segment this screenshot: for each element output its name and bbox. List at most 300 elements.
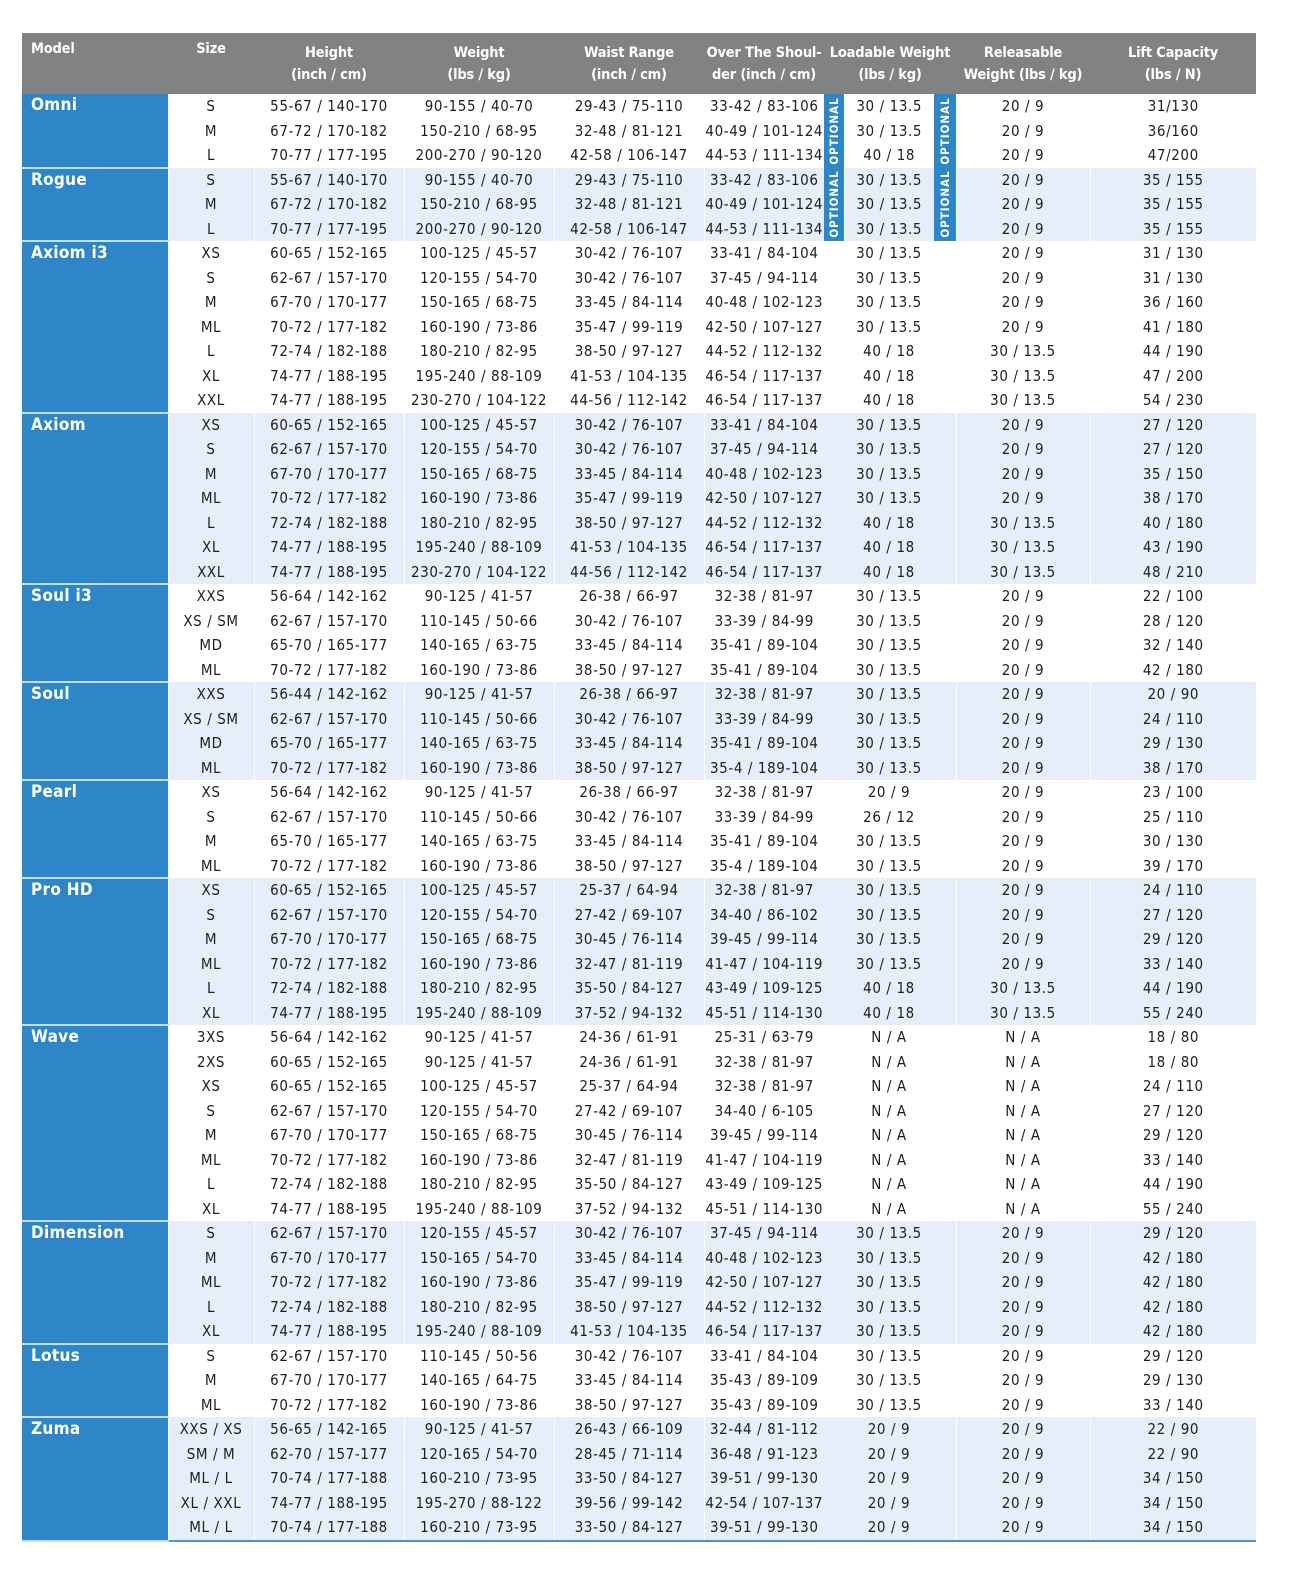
cell-size: M: [168, 1368, 254, 1393]
cell-releasable-weight: 20 / 9: [956, 1417, 1090, 1442]
spacer-cell: [824, 780, 844, 805]
spacer-cell: [934, 1295, 956, 1320]
cell-loadable-weight: 30 / 13.5: [844, 609, 934, 634]
cell-releasable-weight: 20 / 9: [956, 315, 1090, 340]
spacer-cell: [934, 1466, 956, 1491]
cell-height: 74-77 / 188-195: [254, 1491, 404, 1516]
cell-size: M: [168, 462, 254, 487]
spacer-cell: [934, 241, 956, 266]
cell-over-the-shoulder: 46-54 / 117-137: [704, 535, 824, 560]
cell-lift-capacity: 27 / 120: [1090, 413, 1256, 438]
cell-over-the-shoulder: 43-49 / 109-125: [704, 1172, 824, 1197]
cell-releasable-weight: 20 / 9: [956, 903, 1090, 928]
header-model: [22, 33, 168, 94]
table-row: [22, 1123, 1256, 1148]
cell-size: L: [168, 217, 254, 242]
cell-releasable-weight: N / A: [956, 1172, 1090, 1197]
spacer-cell: [934, 927, 956, 952]
model-name: Omni: [22, 94, 168, 168]
cell-lift-capacity: 30 / 130: [1090, 829, 1256, 854]
cell-loadable-weight: 30 / 13.5: [844, 952, 934, 977]
spacer-cell: [824, 658, 844, 683]
header-height-line1: Height: [305, 44, 353, 61]
cell-height: 62-67 / 157-170: [254, 903, 404, 928]
cell-waist: 32-48 / 81-121: [554, 119, 704, 144]
cell-height: 62-67 / 157-170: [254, 805, 404, 830]
cell-size: XL: [168, 535, 254, 560]
cell-height: 55-67 / 140-170: [254, 94, 404, 119]
header-height: [254, 33, 404, 94]
cell-weight: 160-190 / 73-86: [404, 1393, 554, 1418]
table-row: [22, 217, 1256, 242]
cell-over-the-shoulder: 41-47 / 104-119: [704, 1148, 824, 1173]
cell-waist: 25-37 / 64-94: [554, 878, 704, 903]
cell-over-the-shoulder: 32-38 / 81-97: [704, 584, 824, 609]
spacer-cell: [934, 1148, 956, 1173]
cell-over-the-shoulder: 46-54 / 117-137: [704, 364, 824, 389]
optional-badge: [824, 168, 844, 242]
cell-loadable-weight: N / A: [844, 1148, 934, 1173]
cell-loadable-weight: 20 / 9: [844, 1491, 934, 1516]
model-group: [22, 1221, 1256, 1344]
spacer-cell: [934, 290, 956, 315]
cell-waist: 39-56 / 99-142: [554, 1491, 704, 1516]
spacer-cell: [824, 1123, 844, 1148]
cell-weight: 100-125 / 45-57: [404, 878, 554, 903]
table-row: [22, 1515, 1256, 1541]
cell-size: M: [168, 290, 254, 315]
cell-over-the-shoulder: 37-45 / 94-114: [704, 1221, 824, 1246]
cell-lift-capacity: 44 / 190: [1090, 339, 1256, 364]
spacer-cell: [824, 486, 844, 511]
cell-releasable-weight: 20 / 9: [956, 780, 1090, 805]
cell-lift-capacity: 22 / 90: [1090, 1442, 1256, 1467]
cell-waist: 42-58 / 106-147: [554, 143, 704, 168]
table-row: [22, 927, 1256, 952]
spacer-cell: [824, 1295, 844, 1320]
cell-weight: 160-190 / 73-86: [404, 1148, 554, 1173]
optional-label: OPTIONAL: [826, 97, 841, 165]
spacer-cell: [824, 927, 844, 952]
spacer-cell: [934, 1001, 956, 1026]
model-name: Axiom: [22, 413, 168, 585]
cell-size: XXS: [168, 682, 254, 707]
spacer-cell: [934, 731, 956, 756]
cell-releasable-weight: 20 / 9: [956, 290, 1090, 315]
cell-lift-capacity: 27 / 120: [1090, 1099, 1256, 1124]
spacer-cell: [824, 1417, 844, 1442]
cell-size: XXL: [168, 560, 254, 585]
cell-height: 62-67 / 157-170: [254, 1344, 404, 1369]
table-row: [22, 339, 1256, 364]
spacer-cell: [824, 976, 844, 1001]
cell-waist: 37-52 / 94-132: [554, 1001, 704, 1026]
cell-over-the-shoulder: 35-41 / 89-104: [704, 731, 824, 756]
cell-loadable-weight: N / A: [844, 1025, 934, 1050]
cell-lift-capacity: 29 / 120: [1090, 1344, 1256, 1369]
spacer-cell: [934, 535, 956, 560]
cell-over-the-shoulder: 43-49 / 109-125: [704, 976, 824, 1001]
spacer-cell: [824, 1172, 844, 1197]
cell-loadable-weight: 30 / 13.5: [844, 462, 934, 487]
spacer-cell: [934, 413, 956, 438]
cell-over-the-shoulder: 35-43 / 89-109: [704, 1393, 824, 1418]
cell-weight: 150-165 / 68-75: [404, 462, 554, 487]
model-name: Soul: [22, 682, 168, 780]
model-name: Rogue: [22, 168, 168, 242]
cell-lift-capacity: 42 / 180: [1090, 658, 1256, 683]
spacer-cell: [934, 266, 956, 291]
cell-weight: 180-210 / 82-95: [404, 1295, 554, 1320]
cell-loadable-weight: 30 / 13.5: [844, 168, 934, 193]
cell-waist: 29-43 / 75-110: [554, 168, 704, 193]
cell-over-the-shoulder: 44-53 / 111-134: [704, 143, 824, 168]
cell-loadable-weight: 30 / 13.5: [844, 315, 934, 340]
model-group: [22, 584, 1256, 682]
cell-over-the-shoulder: 39-45 / 99-114: [704, 1123, 824, 1148]
model-group: [22, 780, 1256, 878]
cell-waist: 33-50 / 84-127: [554, 1466, 704, 1491]
table-row: [22, 535, 1256, 560]
cell-waist: 32-47 / 81-119: [554, 952, 704, 977]
optional-badge: [934, 168, 956, 242]
cell-size: XS: [168, 413, 254, 438]
cell-waist: 32-47 / 81-119: [554, 1148, 704, 1173]
cell-waist: 44-56 / 112-142: [554, 388, 704, 413]
model-name: Dimension: [22, 1221, 168, 1344]
table-row: [22, 1295, 1256, 1320]
spacer-cell: [934, 1368, 956, 1393]
cell-loadable-weight: N / A: [844, 1099, 934, 1124]
model-group: [22, 241, 1256, 413]
cell-weight: 120-155 / 54-70: [404, 1099, 554, 1124]
spacer-cell: [934, 1025, 956, 1050]
cell-loadable-weight: 40 / 18: [844, 388, 934, 413]
cell-size: ML: [168, 756, 254, 781]
cell-weight: 160-210 / 73-95: [404, 1515, 554, 1541]
cell-weight: 90-125 / 41-57: [404, 1050, 554, 1075]
cell-releasable-weight: 20 / 9: [956, 1295, 1090, 1320]
spacer-cell: [824, 682, 844, 707]
cell-weight: 195-240 / 88-109: [404, 535, 554, 560]
table-row: [22, 388, 1256, 413]
cell-size: 2XS: [168, 1050, 254, 1075]
header-ots-line2: der (inch / cm): [711, 66, 817, 83]
table-row: [22, 1246, 1256, 1271]
cell-waist: 30-42 / 76-107: [554, 609, 704, 634]
cell-releasable-weight: N / A: [956, 1197, 1090, 1222]
cell-size: L: [168, 1295, 254, 1320]
cell-lift-capacity: 44 / 190: [1090, 1172, 1256, 1197]
header-releasable-line2: Weight (lbs / kg): [963, 66, 1083, 83]
cell-weight: 90-155 / 40-70: [404, 168, 554, 193]
cell-weight: 140-165 / 64-75: [404, 1368, 554, 1393]
cell-size: M: [168, 1123, 254, 1148]
header-over-the-shoulder: [704, 33, 824, 94]
cell-lift-capacity: 36/160: [1090, 119, 1256, 144]
cell-loadable-weight: 30 / 13.5: [844, 682, 934, 707]
spacer-cell: [824, 1074, 844, 1099]
cell-weight: 150-165 / 68-75: [404, 290, 554, 315]
header-weight-line2: (lbs / kg): [447, 66, 511, 83]
cell-releasable-weight: N / A: [956, 1148, 1090, 1173]
header-releasable-line1: Releasable: [983, 44, 1063, 61]
spacer-cell: [934, 1442, 956, 1467]
cell-height: 62-67 / 157-170: [254, 609, 404, 634]
cell-height: 67-70 / 170-177: [254, 290, 404, 315]
cell-waist: 33-45 / 84-114: [554, 731, 704, 756]
cell-height: 72-74 / 182-188: [254, 1172, 404, 1197]
cell-size: XS: [168, 1074, 254, 1099]
cell-waist: 33-45 / 84-114: [554, 1368, 704, 1393]
cell-waist: 35-50 / 84-127: [554, 976, 704, 1001]
cell-releasable-weight: 20 / 9: [956, 1393, 1090, 1418]
cell-lift-capacity: 18 / 80: [1090, 1025, 1256, 1050]
table-row: [22, 315, 1256, 340]
spacer-cell: [934, 707, 956, 732]
cell-weight: 90-155 / 40-70: [404, 94, 554, 119]
spacer-cell: [824, 1442, 844, 1467]
cell-loadable-weight: N / A: [844, 1197, 934, 1222]
table-row: [22, 903, 1256, 928]
cell-waist: 38-50 / 97-127: [554, 1393, 704, 1418]
cell-waist: 30-42 / 76-107: [554, 1344, 704, 1369]
cell-size: ML: [168, 486, 254, 511]
cell-waist: 30-45 / 76-114: [554, 927, 704, 952]
cell-weight: 100-125 / 45-57: [404, 1074, 554, 1099]
cell-size: L: [168, 511, 254, 536]
cell-size: L: [168, 339, 254, 364]
cell-height: 67-70 / 170-177: [254, 462, 404, 487]
spacer-cell: [824, 584, 844, 609]
cell-height: 67-70 / 170-177: [254, 1246, 404, 1271]
cell-height: 67-70 / 170-177: [254, 1123, 404, 1148]
cell-size: MD: [168, 633, 254, 658]
cell-height: 70-74 / 177-188: [254, 1466, 404, 1491]
cell-size: XS: [168, 878, 254, 903]
cell-waist: 26-38 / 66-97: [554, 584, 704, 609]
cell-releasable-weight: 30 / 13.5: [956, 388, 1090, 413]
cell-size: L: [168, 143, 254, 168]
cell-releasable-weight: 20 / 9: [956, 1246, 1090, 1271]
table-row: [22, 1491, 1256, 1516]
cell-loadable-weight: 40 / 18: [844, 535, 934, 560]
spacer-cell: [934, 903, 956, 928]
cell-size: ML: [168, 1148, 254, 1173]
spacer-cell: [824, 1491, 844, 1516]
cell-loadable-weight: 20 / 9: [844, 1515, 934, 1541]
cell-size: ML: [168, 854, 254, 879]
cell-over-the-shoulder: 35-41 / 89-104: [704, 633, 824, 658]
cell-lift-capacity: 18 / 80: [1090, 1050, 1256, 1075]
spacer-cell: [934, 339, 956, 364]
table-row: [22, 1172, 1256, 1197]
optional-badge: [824, 94, 844, 168]
cell-waist: 35-47 / 99-119: [554, 315, 704, 340]
cell-loadable-weight: 40 / 18: [844, 1001, 934, 1026]
cell-height: 72-74 / 182-188: [254, 339, 404, 364]
cell-waist: 27-42 / 69-107: [554, 1099, 704, 1124]
cell-loadable-weight: 30 / 13.5: [844, 584, 934, 609]
spacer-cell: [824, 1246, 844, 1271]
cell-size: M: [168, 192, 254, 217]
cell-releasable-weight: 20 / 9: [956, 1319, 1090, 1344]
table-row: [22, 266, 1256, 291]
cell-over-the-shoulder: 34-40 / 6-105: [704, 1099, 824, 1124]
cell-over-the-shoulder: 25-31 / 63-79: [704, 1025, 824, 1050]
table-row: [22, 143, 1256, 168]
spacer-cell: [934, 609, 956, 634]
spacer-cell: [824, 609, 844, 634]
spacer-cell: [934, 584, 956, 609]
cell-loadable-weight: 30 / 13.5: [844, 633, 934, 658]
cell-weight: 200-270 / 90-120: [404, 143, 554, 168]
cell-releasable-weight: 20 / 9: [956, 609, 1090, 634]
header-loadable-weight: [824, 33, 956, 94]
cell-loadable-weight: 40 / 18: [844, 511, 934, 536]
table-row: [22, 1344, 1256, 1369]
cell-over-the-shoulder: 41-47 / 104-119: [704, 952, 824, 977]
cell-over-the-shoulder: 39-45 / 99-114: [704, 927, 824, 952]
table-row: [22, 290, 1256, 315]
table-row: [22, 511, 1256, 536]
spacer-cell: [824, 388, 844, 413]
cell-lift-capacity: 33 / 140: [1090, 952, 1256, 977]
cell-loadable-weight: 40 / 18: [844, 560, 934, 585]
cell-size: S: [168, 805, 254, 830]
cell-lift-capacity: 29 / 120: [1090, 927, 1256, 952]
cell-lift-capacity: 31/130: [1090, 94, 1256, 119]
cell-loadable-weight: 30 / 13.5: [844, 266, 934, 291]
cell-height: 70-72 / 177-182: [254, 1393, 404, 1418]
spacer-cell: [824, 437, 844, 462]
spacer-cell: [824, 1001, 844, 1026]
cell-over-the-shoulder: 42-50 / 107-127: [704, 486, 824, 511]
cell-waist: 30-42 / 76-107: [554, 1221, 704, 1246]
cell-loadable-weight: 30 / 13.5: [844, 437, 934, 462]
spacer-cell: [824, 756, 844, 781]
cell-waist: 35-47 / 99-119: [554, 486, 704, 511]
spacer-cell: [934, 756, 956, 781]
spacer-cell: [824, 903, 844, 928]
cell-height: 67-72 / 170-182: [254, 119, 404, 144]
cell-waist: 35-50 / 84-127: [554, 1172, 704, 1197]
spacer-cell: [934, 952, 956, 977]
cell-over-the-shoulder: 39-51 / 99-130: [704, 1466, 824, 1491]
cell-size: XXS / XS: [168, 1417, 254, 1442]
cell-loadable-weight: 30 / 13.5: [844, 290, 934, 315]
cell-size: ML: [168, 658, 254, 683]
cell-height: 55-67 / 140-170: [254, 168, 404, 193]
spacer-cell: [824, 1368, 844, 1393]
cell-over-the-shoulder: 36-48 / 91-123: [704, 1442, 824, 1467]
spacer-cell: [934, 1221, 956, 1246]
spacer-cell: [934, 486, 956, 511]
cell-lift-capacity: 35 / 155: [1090, 217, 1256, 242]
cell-weight: 140-165 / 63-75: [404, 731, 554, 756]
table-row: [22, 413, 1256, 438]
cell-size: M: [168, 829, 254, 854]
table-row: [22, 731, 1256, 756]
spacer-cell: [934, 1172, 956, 1197]
cell-lift-capacity: 34 / 150: [1090, 1491, 1256, 1516]
cell-size: S: [168, 266, 254, 291]
cell-height: 62-67 / 157-170: [254, 437, 404, 462]
cell-height: 65-70 / 165-177: [254, 633, 404, 658]
cell-loadable-weight: 30 / 13.5: [844, 217, 934, 242]
table-row: [22, 1001, 1256, 1026]
spacer-cell: [824, 339, 844, 364]
cell-height: 74-77 / 188-195: [254, 1001, 404, 1026]
cell-loadable-weight: 20 / 9: [844, 1442, 934, 1467]
model-group: [22, 1025, 1256, 1221]
cell-weight: 90-125 / 41-57: [404, 1417, 554, 1442]
table-row: [22, 1025, 1256, 1050]
spacer-cell: [934, 1319, 956, 1344]
cell-over-the-shoulder: 40-48 / 102-123: [704, 290, 824, 315]
cell-loadable-weight: 30 / 13.5: [844, 1368, 934, 1393]
spacer-cell: [934, 878, 956, 903]
model-group: [22, 1417, 1256, 1541]
table-row: [22, 658, 1256, 683]
cell-lift-capacity: 55 / 240: [1090, 1197, 1256, 1222]
cell-releasable-weight: 20 / 9: [956, 413, 1090, 438]
table-row: [22, 878, 1256, 903]
cell-loadable-weight: 40 / 18: [844, 143, 934, 168]
cell-size: ML / L: [168, 1466, 254, 1491]
cell-size: S: [168, 437, 254, 462]
spacer-cell: [934, 682, 956, 707]
cell-size: XL: [168, 364, 254, 389]
cell-over-the-shoulder: 32-38 / 81-97: [704, 1050, 824, 1075]
cell-waist: 30-42 / 76-107: [554, 413, 704, 438]
model-group: [22, 413, 1256, 585]
cell-weight: 110-145 / 50-66: [404, 707, 554, 732]
spacer-cell: [824, 1270, 844, 1295]
spacer-cell: [934, 1197, 956, 1222]
cell-height: 60-65 / 152-165: [254, 413, 404, 438]
cell-height: 65-70 / 165-177: [254, 829, 404, 854]
header-model-label: Model: [31, 41, 75, 57]
spacer-cell: [824, 1319, 844, 1344]
cell-weight: 195-240 / 88-109: [404, 1197, 554, 1222]
cell-releasable-weight: 20 / 9: [956, 241, 1090, 266]
cell-releasable-weight: 20 / 9: [956, 878, 1090, 903]
cell-size: S: [168, 168, 254, 193]
spacer-cell: [824, 364, 844, 389]
cell-weight: 160-190 / 73-86: [404, 854, 554, 879]
cell-loadable-weight: 30 / 13.5: [844, 829, 934, 854]
cell-lift-capacity: 36 / 160: [1090, 290, 1256, 315]
cell-lift-capacity: 29 / 130: [1090, 1368, 1256, 1393]
cell-waist: 30-45 / 76-114: [554, 1123, 704, 1148]
header-releasable-weight: [956, 33, 1090, 94]
cell-size: XS / SM: [168, 707, 254, 732]
cell-over-the-shoulder: 32-38 / 81-97: [704, 878, 824, 903]
cell-height: 56-64 / 142-162: [254, 780, 404, 805]
table-row: [22, 192, 1256, 217]
table-row: [22, 1393, 1256, 1418]
table-row: [22, 1417, 1256, 1442]
spacer-cell: [934, 315, 956, 340]
cell-weight: 160-210 / 73-95: [404, 1466, 554, 1491]
cell-waist: 38-50 / 97-127: [554, 1295, 704, 1320]
cell-height: 60-65 / 152-165: [254, 241, 404, 266]
cell-height: 60-65 / 152-165: [254, 1050, 404, 1075]
cell-waist: 32-48 / 81-121: [554, 192, 704, 217]
model-name: Pearl: [22, 780, 168, 878]
cell-over-the-shoulder: 44-52 / 112-132: [704, 511, 824, 536]
